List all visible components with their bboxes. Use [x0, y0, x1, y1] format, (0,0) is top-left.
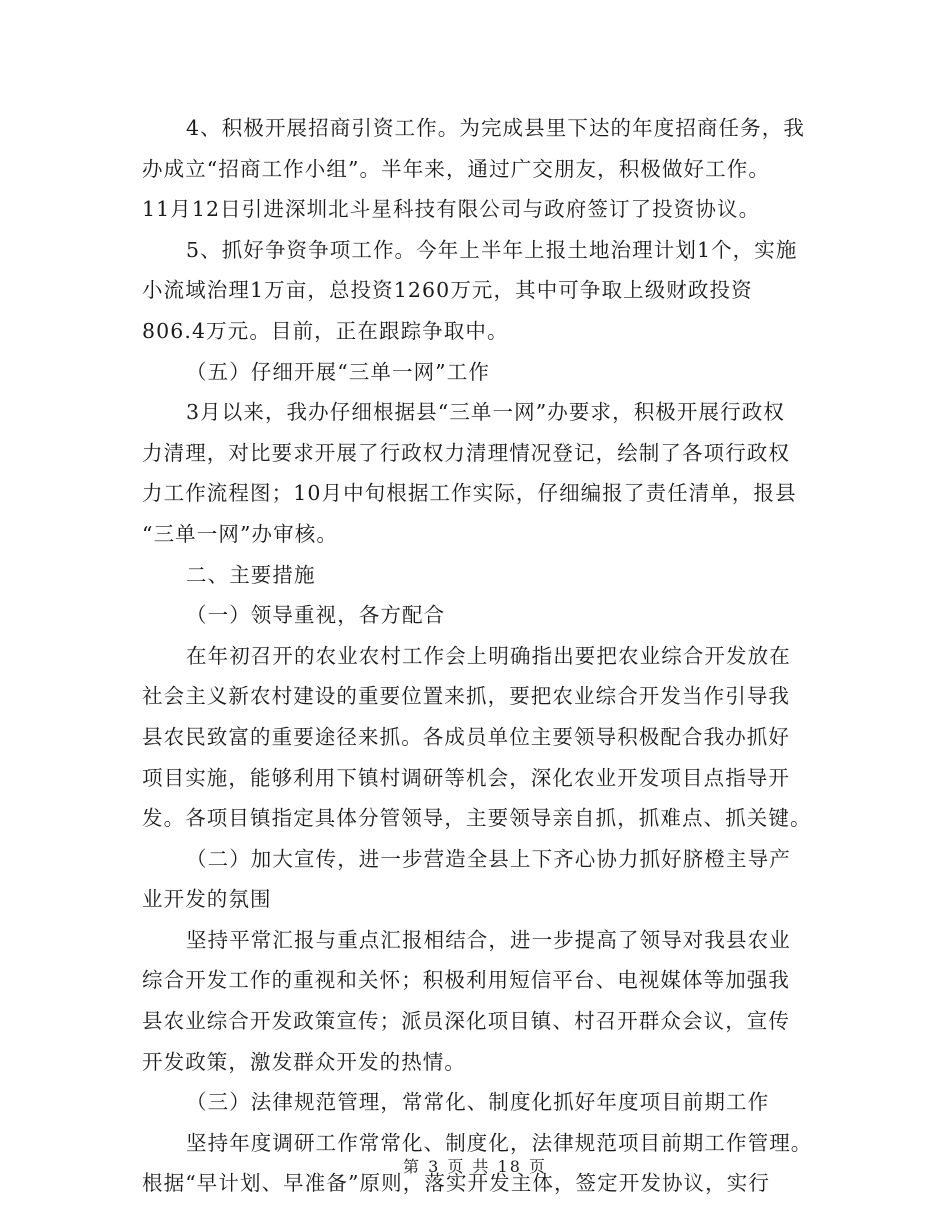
text-line: 县农民致富的重要途径来抓。各成员单位主要领导积极配合我办抓好 [142, 724, 790, 749]
text-line: 项目实施，能够利用下镇村调研等机会，深化农业开发项目点指导开 [142, 765, 790, 790]
text-line: 根据“早计划、早准备”原则，落实开发主体，签定开发协议，实行 [142, 1171, 770, 1196]
text-line: 办成立“招商工作小组”。半年来，通过广交朋友，积极做好工作。 [142, 156, 770, 181]
page-footer: 第 3 页 共 18 页 [403, 1157, 547, 1176]
text-line: 力工作流程图；10月中旬根据工作实际，仔细编报了责任清单，报县 [142, 481, 797, 506]
text-line: 5、抓好争资争项工作。今年上半年上报土地治理计划1个，实施 [186, 237, 798, 262]
text-line: 县农业综合开发政策宣传；派员深化项目镇、村召开群众会议，宣传 [142, 1009, 790, 1034]
text-line: “三单一网”办审核。 [142, 521, 338, 546]
text-line: （三）法律规范管理，常常化、制度化抓好年度项目前期工作 [186, 1090, 770, 1115]
text-line: 业开发的氛围 [142, 887, 272, 912]
text-line: 坚持年度调研工作常常化、制度化，法律规范项目前期工作管理。 [186, 1130, 813, 1155]
text-line: （五）仔细开展“三单一网”工作 [186, 359, 490, 384]
text-line: 社会主义新农村建设的重要位置来抓，要把农业综合开发当作引导我 [142, 684, 790, 709]
text-line: 3月以来，我办仔细根据县“三单一网”办要求，积极开展行政权 [186, 400, 785, 425]
text-line: 4、积极开展招商引资工作。为完成县里下达的年度招商任务，我 [186, 116, 805, 140]
document-body [142, 108, 817, 1204]
text-line: 坚持平常汇报与重点汇报相结合，进一步提高了领导对我县农业 [186, 927, 791, 952]
text-line: 力清理，对比要求开展了行政权力清理情况登记，绘制了各项行政权 [142, 440, 790, 465]
text-line: 806.4万元。目前，正在跟踪争取中。 [142, 318, 509, 343]
text-line: 11月12日引进深圳北斗星科技有限公司与政府签订了投资协议。 [142, 197, 761, 222]
text-line: （一）领导重视，各方配合 [186, 603, 446, 628]
text-line: 综合开发工作的重视和关怀；积极利用短信平台、电视媒体等加强我 [142, 968, 790, 993]
text-line: （二）加大宣传，进一步营造全县上下齐心协力抓好脐橙主导产 [186, 846, 791, 871]
text-line: 小流域治理1万亩，总投资1260万元，其中可争取上级财政投资 [142, 278, 753, 303]
text-line: 开发政策，激发群众开发的热情。 [142, 1049, 466, 1074]
text-line: 在年初召开的农业农村工作会上明确指出要把农业综合开发放在 [186, 643, 791, 668]
text-line: 发。各项目镇指定具体分管领导，主要领导亲自抓，抓难点、抓关键。 [142, 806, 812, 831]
text-line: 二、主要措施 [186, 562, 316, 587]
